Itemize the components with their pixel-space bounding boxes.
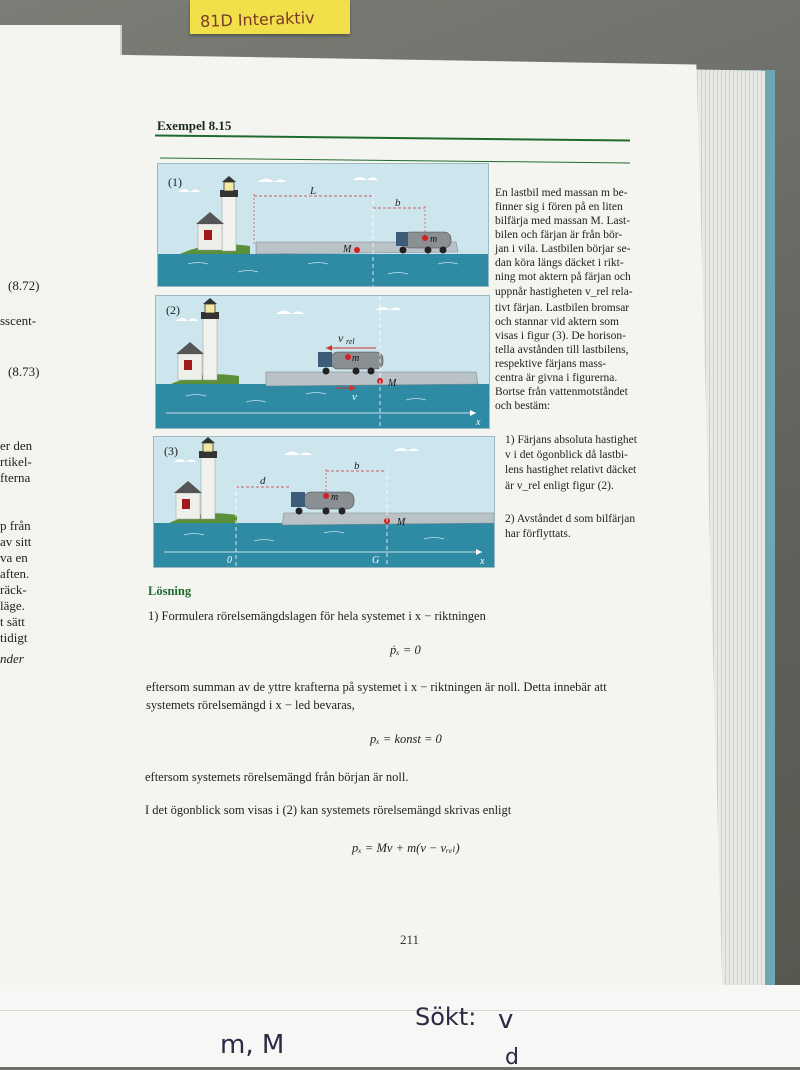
solution-text: systemets rörelsemängd i x − led bevaras, <box>146 698 355 712</box>
figure-3-number: (3) <box>164 444 178 458</box>
problem-text-line: bilen och färjan är från bör- <box>495 229 623 241</box>
problem-text-line: Bortse från vattenmotståndet <box>495 386 628 398</box>
left-page-line: fterna <box>0 470 31 485</box>
left-page-line: tidigt <box>0 630 28 645</box>
problem-text-line: dan köra längs däcket i rikt- <box>495 257 624 269</box>
label-m: m <box>352 353 360 364</box>
label-origin: 0 <box>227 555 232 566</box>
left-page-line: rtikel- <box>0 454 32 469</box>
solution-text: eftersom systemets rörelsemängd från början är noll. <box>145 770 409 784</box>
figure-2-number: (2) <box>166 303 180 317</box>
handwriting-given: m, M <box>220 1030 285 1060</box>
problem-text-line: och bestäm: <box>495 400 551 412</box>
label-v: v <box>352 391 357 403</box>
problem-text-line: tivt färjan. Lastbilen bromsar <box>495 302 630 314</box>
figure-3 <box>153 436 495 568</box>
problem-text-line: tella avstånden till lastbilens, <box>495 344 629 356</box>
task-text-line: har förflyttats. <box>505 528 571 540</box>
handwriting-sought-value: v <box>498 1005 514 1035</box>
task-text-line: 1) Färjans absoluta hastighet <box>505 434 637 446</box>
problem-text-line: centra är givna i figurerna. <box>495 372 618 384</box>
problem-text-line: visas i figur (3). De horison- <box>495 330 626 342</box>
left-page-line: läge. <box>0 598 25 613</box>
solution-heading: Lösning <box>148 584 192 598</box>
left-page-line: (8.72) <box>8 278 40 293</box>
equation-1: ṗₓ = 0 <box>390 643 421 657</box>
label-M: M <box>343 244 352 255</box>
label-x: x <box>480 556 485 567</box>
label-v-rel-subscript: rel <box>346 337 355 346</box>
label-d: d <box>260 475 266 487</box>
left-page-line: nder <box>0 651 24 666</box>
figure-2 <box>155 295 490 429</box>
label-G: G <box>372 555 380 566</box>
left-page-line: t sätt <box>0 614 25 629</box>
task-text-line: är v_rel enligt figur (2). <box>505 480 614 492</box>
equation-3: pₓ = Mv + m(v − vᵣₑₗ) <box>352 841 460 855</box>
sticky-note-text: 81D Interaktiv <box>199 8 315 31</box>
equation-2: pₓ = konst = 0 <box>370 732 442 746</box>
left-page-line: er den <box>0 438 33 453</box>
problem-text-line: bilfärja med massan M. Last- <box>495 215 631 227</box>
figure-1 <box>157 163 489 287</box>
left-page-line: p från <box>0 518 31 533</box>
problem-text-line: uppnår hastigheten v_rel rela- <box>495 286 633 298</box>
label-m: m <box>430 234 438 245</box>
label-M: M <box>397 517 406 528</box>
notebook-paper <box>0 985 800 1067</box>
label-m: m <box>331 492 339 503</box>
label-M: M <box>388 378 397 389</box>
problem-text-line: och stannar vid aktern som <box>495 316 619 328</box>
problem-text-line: jan i vila. Lastbilen börjar se- <box>495 243 631 255</box>
solution-text: I det ögonblick som visas i (2) kan systemets rörelsemängd skrivas enligt <box>145 803 512 817</box>
example-title: Exempel 8.15 <box>157 118 232 133</box>
task-text-line: lens hastighet relativt däcket <box>505 464 637 476</box>
left-page-line: aften. <box>0 566 30 581</box>
left-page-line: av sitt <box>0 534 32 549</box>
label-L: L <box>310 185 317 197</box>
label-b: b <box>354 460 360 472</box>
problem-text-line: respektive färjans mass- <box>495 358 607 370</box>
solution-text: eftersom summan av de yttre krafterna på systemet i x − riktningen är noll. Detta innebär att <box>146 680 607 694</box>
problem-text-line: finner sig i fören på en liten <box>495 201 623 213</box>
problem-text-line: En lastbil med massan m be- <box>495 187 628 199</box>
label-x: x <box>476 417 481 428</box>
figure-1-number: (1) <box>168 175 182 189</box>
task-text-line: v i det ögonblick då lastbi- <box>505 449 628 461</box>
task-text-line: 2) Avståndet d som bilfärjan <box>505 513 636 525</box>
left-page-line: sscent- <box>0 313 37 328</box>
handwriting-sought-label: Sökt: <box>415 1003 477 1031</box>
left-page-line: (8.73) <box>8 364 40 379</box>
problem-text-line: ning mot aktern på färjan och <box>495 271 631 283</box>
notebook-rule <box>0 1010 800 1011</box>
left-page-line: va en <box>0 550 28 565</box>
handwriting-sought-value-2: d <box>505 1045 519 1070</box>
page-number: 211 <box>400 932 420 947</box>
label-b: b <box>395 197 401 209</box>
left-page-line: räck- <box>0 582 27 597</box>
solution-step-1: 1) Formulera rörelsemängdslagen för hela systemet i x − riktningen <box>148 609 486 623</box>
label-v-rel: v <box>338 331 344 345</box>
